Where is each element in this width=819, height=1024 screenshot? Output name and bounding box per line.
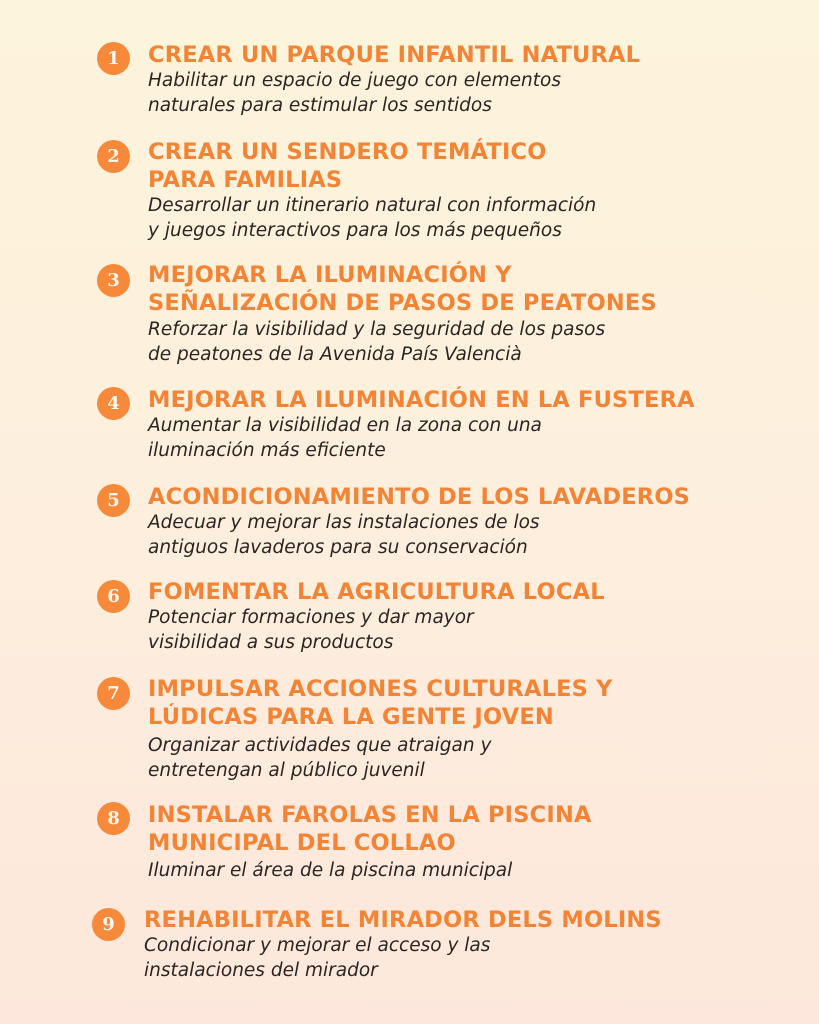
item-title: MEJORAR LA ILUMINACIÓN Y SEÑALIZACIÓN DE PASOS DE PEATONES: [148, 262, 657, 316]
item-title: CREAR UN SENDERO TEMÁTICO PARA FAMILIAS: [148, 139, 547, 193]
number-badge: 1: [97, 42, 130, 75]
item-description: Condicionar y mejorar el acceso y las instalaciones del mirador: [144, 935, 491, 981]
item-description: Habilitar un espacio de juego con elementos naturales para estimular los sentidos: [148, 70, 561, 116]
number-badge: 3: [97, 264, 130, 297]
item-title: CREAR UN PARQUE INFANTIL NATURAL: [148, 42, 641, 68]
item-description: Desarrollar un itinerario natural con información y juegos interactivos para los más pequeños: [148, 195, 597, 241]
item-title: FOMENTAR LA AGRICULTURA LOCAL: [148, 579, 605, 605]
item-description: Potenciar formaciones y dar mayor visibilidad a sus productos: [148, 607, 474, 653]
item-description: Adecuar y mejorar las instalaciones de los antiguos lavaderos para su conservación: [148, 512, 540, 558]
number-badge: 2: [97, 140, 130, 173]
number-badge: 7: [97, 677, 130, 710]
item-title: IMPULSAR ACCIONES CULTURALES Y LÚDICAS PARA LA GENTE JOVEN: [148, 676, 613, 730]
item-title: INSTALAR FAROLAS EN LA PISCINA MUNICIPAL DEL COLLAO: [148, 802, 592, 856]
number-badge: 9: [92, 908, 125, 941]
item-description: Aumentar la visibilidad en la zona con una iluminación más eficiente: [148, 415, 542, 461]
number-badge: 6: [97, 580, 130, 613]
item-description: Iluminar el área de la piscina municipal: [148, 860, 513, 881]
item-description: Reforzar la visibilidad y la seguridad de los pasos de peatones de la Avenida País Valencià: [148, 319, 606, 365]
item-title: ACONDICIONAMIENTO DE LOS LAVADEROS: [148, 484, 691, 510]
number-badge: 8: [97, 802, 130, 835]
item-title: REHABILITAR EL MIRADOR DELS MOLINS: [144, 907, 662, 933]
item-title: MEJORAR LA ILUMINACIÓN EN LA FUSTERA: [148, 387, 695, 413]
number-badge: 5: [97, 484, 130, 517]
item-description: Organizar actividades que atraigan y entretengan al público juvenil: [148, 735, 492, 781]
number-badge: 4: [97, 387, 130, 420]
